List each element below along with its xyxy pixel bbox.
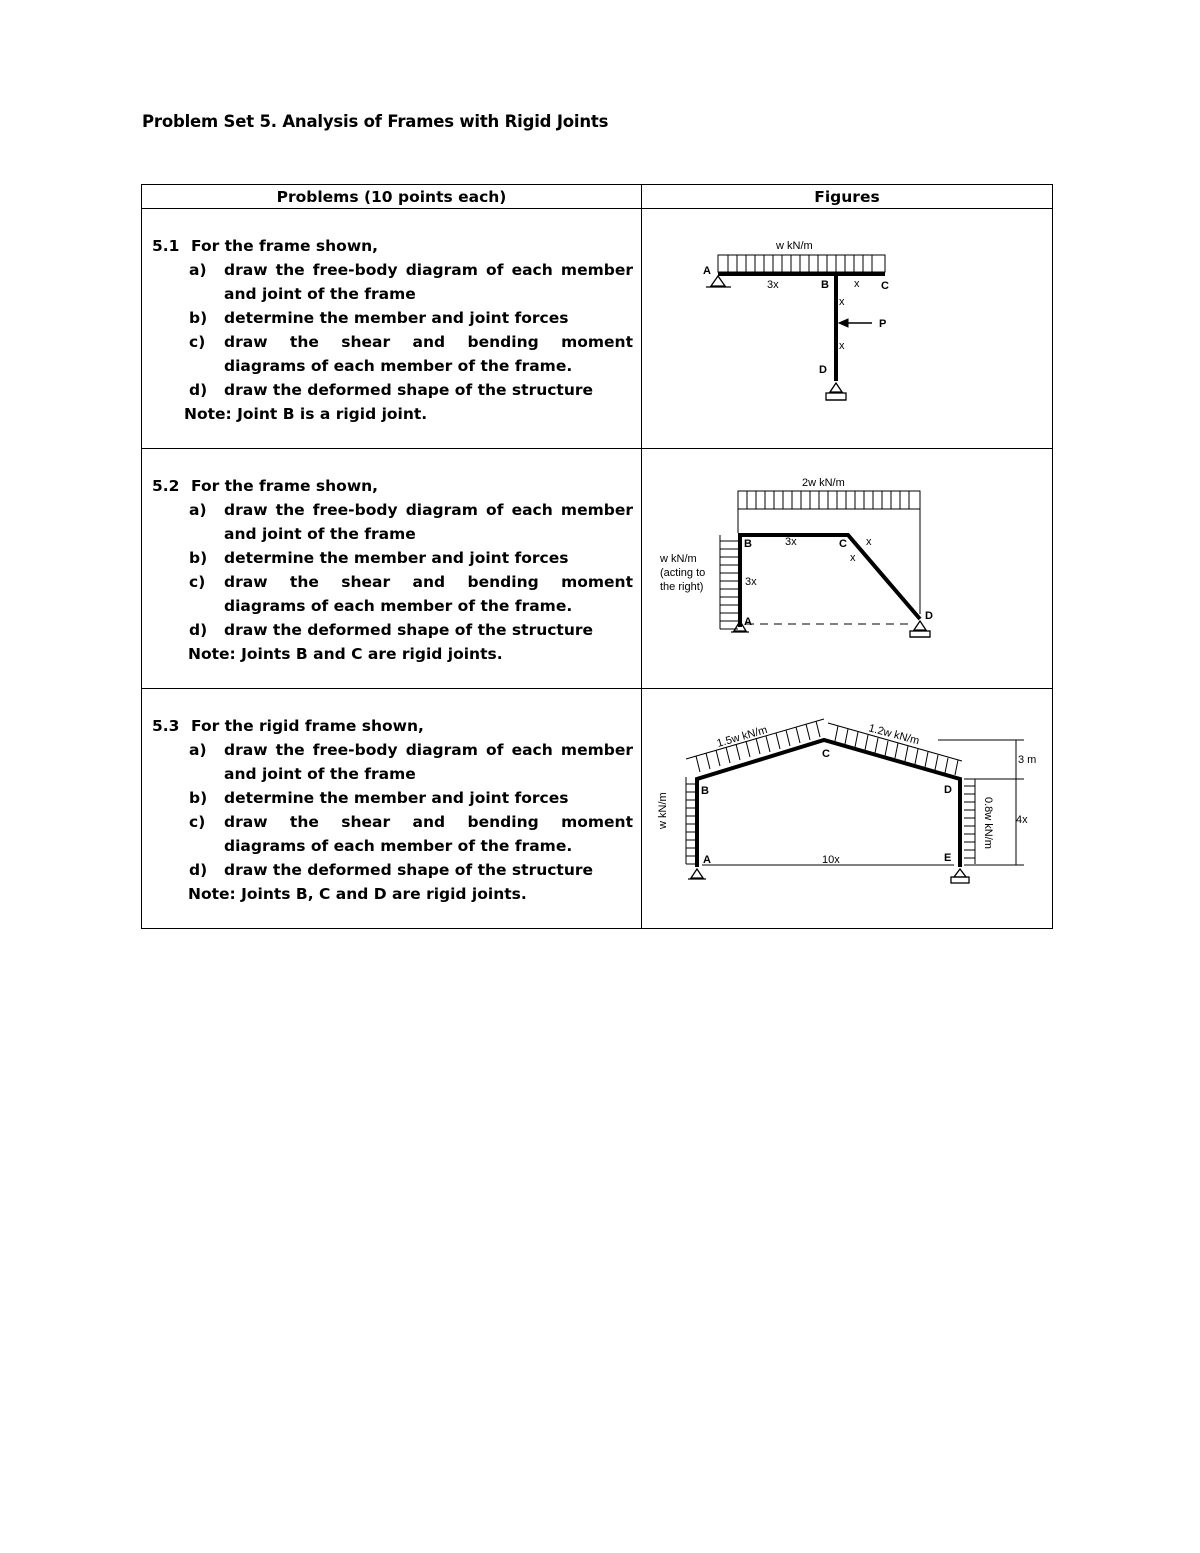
problem-row (142, 449, 1053, 689)
dimension-label: x (866, 536, 872, 548)
height-dimensions (938, 740, 1024, 865)
side-distributed-load (720, 535, 738, 629)
roller-support-icon (910, 621, 930, 637)
dimension-label: 4x (1016, 814, 1028, 826)
distributed-load (718, 255, 885, 272)
problem-note: Note: Joints B, C and D are rigid joints. (188, 885, 527, 903)
joint-label-a: A (703, 265, 711, 277)
figure-cell (642, 689, 1053, 929)
list-item: c) draw the shear and bending moment diagrams of each member of the frame. (189, 333, 633, 375)
point-load-arrow-icon (839, 319, 872, 327)
task-list (152, 738, 633, 882)
side-load-left (686, 777, 695, 864)
figure-cell (642, 209, 1053, 449)
problem-note: Note: Joints B and C are rigid joints. (188, 645, 503, 663)
load-label: 1.5w kN/m (715, 724, 769, 750)
joint-label-e: E (944, 852, 952, 864)
load-label: w kN/m (776, 240, 813, 252)
problem-table (141, 184, 1053, 929)
problem-title: 5.2 For the frame shown, (152, 477, 379, 495)
joint-label-b: B (701, 785, 709, 797)
problem-note: Note: Joint B is a rigid joint. (184, 405, 428, 423)
joint-label-b: B (744, 538, 752, 550)
task-list (152, 258, 633, 402)
list-item: a) draw the free-body diagram of each member and joint of the frame (189, 261, 633, 303)
frame-figure-5-3 (642, 689, 1053, 928)
dimension-label: 3 m (1018, 754, 1037, 766)
problem-title: 5.1 For the frame shown, (152, 237, 379, 255)
problem-cell (142, 689, 642, 929)
joint-label-b: B (821, 279, 829, 291)
list-item: c) draw the shear and bending moment diagrams of each member of the frame. (189, 573, 633, 615)
pin-support-icon (688, 869, 706, 879)
task-list (152, 498, 633, 642)
load-label: (acting to (660, 567, 706, 579)
list-item: d) draw the deformed shape of the structure (189, 381, 594, 399)
joint-label-a: A (744, 616, 752, 628)
distributed-load (738, 491, 920, 614)
problem-title: 5.3 For the rigid frame shown, (152, 717, 424, 735)
dimension-label: 3x (745, 576, 757, 588)
frame-figure-5-1 (642, 209, 1053, 448)
list-item: b) determine the member and joint forces (189, 309, 569, 327)
list-item: d) draw the deformed shape of the structure (189, 621, 594, 639)
list-item: d) draw the deformed shape of the structure (189, 861, 594, 879)
roller-support-icon (826, 383, 846, 400)
load-label: the right) (660, 581, 704, 593)
load-label: w kN/m (660, 553, 697, 565)
load-label: 1.2w kN/m (867, 722, 921, 748)
problem-cell (142, 449, 642, 689)
joint-label-d: D (925, 610, 933, 622)
dimension-label: x (839, 340, 845, 352)
joint-label-c: C (839, 538, 847, 550)
joint-label-c: C (881, 280, 889, 292)
problem-cell (142, 209, 642, 449)
table-header-row (142, 185, 1053, 209)
dimension-label: x (839, 296, 845, 308)
list-item: a) draw the free-body diagram of each member and joint of the frame (189, 501, 633, 543)
dimension-label: 3x (785, 536, 797, 548)
load-label-p: P (879, 318, 887, 330)
load-label: w kN/m (657, 792, 669, 829)
roller-support-icon (951, 869, 969, 883)
list-item: b) determine the member and joint forces (189, 789, 569, 807)
dimension-label: 3x (767, 279, 779, 291)
problems-column-header: Problems (10 points each) (142, 185, 642, 209)
figure-cell (642, 449, 1053, 689)
list-item: b) determine the member and joint forces (189, 549, 569, 567)
problem-row (142, 209, 1053, 449)
frame-figure-5-2 (642, 449, 1053, 688)
dimension-label: x (850, 552, 856, 564)
load-label: 2w kN/m (802, 477, 845, 489)
dimension-label: x (854, 278, 860, 290)
problem-row (142, 689, 1053, 929)
joint-label-c: C (822, 748, 830, 760)
list-item: a) draw the free-body diagram of each member and joint of the frame (189, 741, 633, 783)
figures-column-header: Figures (642, 185, 1053, 209)
joint-label-a: A (703, 854, 711, 866)
frame-members (740, 535, 920, 627)
load-label: 0.8w kN/m (982, 797, 994, 849)
side-load-right (964, 779, 975, 864)
dimension-label: 10x (822, 854, 840, 866)
list-item: c) draw the shear and bending moment diagrams of each member of the frame. (189, 813, 633, 855)
document-title: Problem Set 5. Analysis of Frames with Rigid Joints (142, 112, 609, 131)
joint-label-d: D (819, 364, 827, 376)
pin-support-icon (706, 276, 731, 287)
joint-label-d: D (944, 784, 952, 796)
